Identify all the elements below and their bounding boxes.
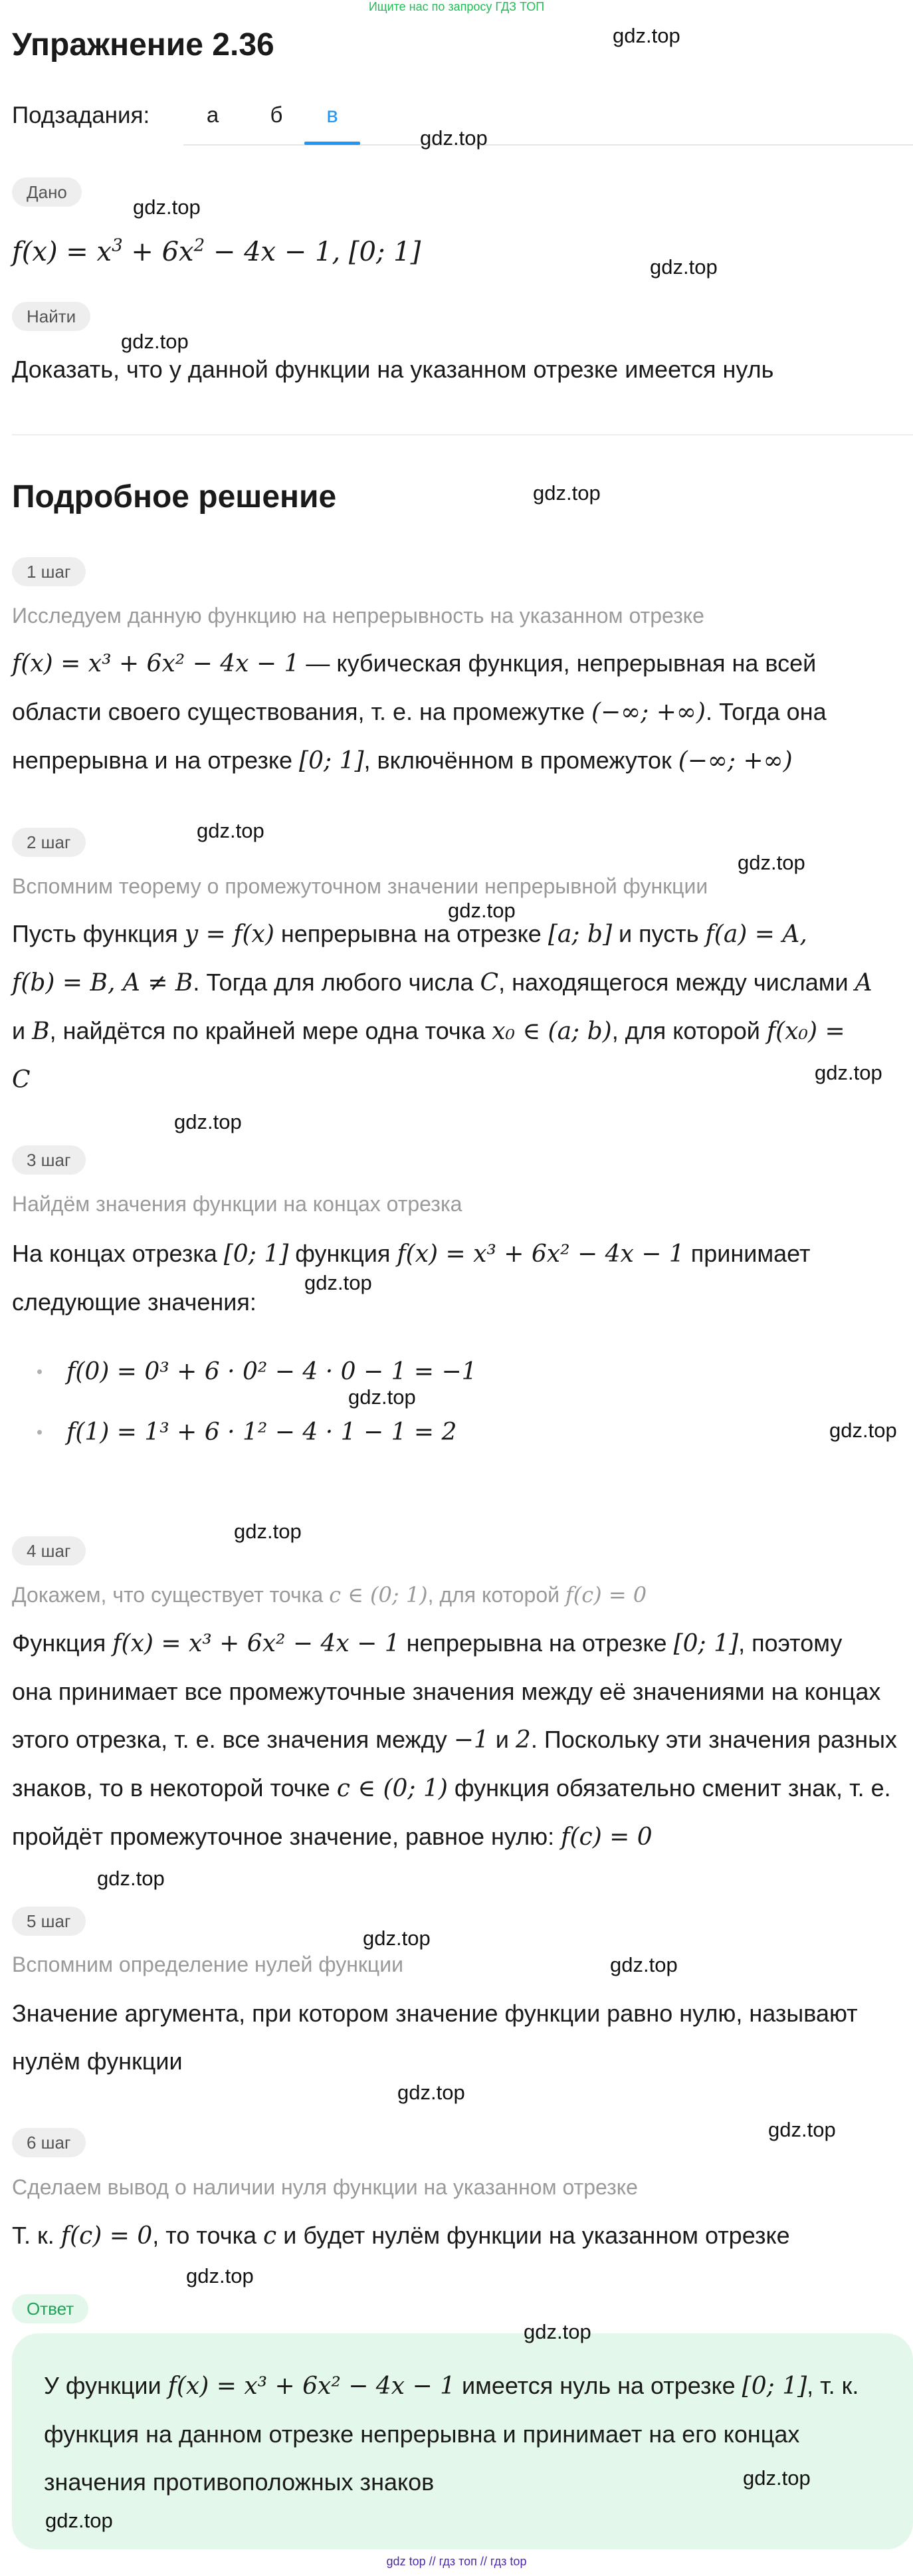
watermark: gdz.top <box>738 851 805 874</box>
list-item: f(1) = 1³ + 6 · 1² − 4 · 1 − 1 = 2 <box>12 1402 902 1463</box>
footer-links[interactable]: gdz top // гдз топ // гдз top <box>386 2555 527 2568</box>
watermark: gdz.top <box>524 2320 591 2343</box>
find-text: Доказать, что у данной функции на указанном отрезке имеется нуль <box>12 356 774 383</box>
tab-a[interactable]: а <box>206 102 219 127</box>
step-2-badge: 2 шаг <box>12 828 86 857</box>
step-3-badge: 3 шаг <box>12 1145 86 1175</box>
step-5-badge: 5 шаг <box>12 1907 86 1936</box>
tab-b[interactable]: б <box>270 102 283 127</box>
watermark: gdz.top <box>174 1110 242 1133</box>
step-1-body: f(x) = x³ + 6x² − 4x − 1 — кубическая функция, непрерывная на всей области своего существования, т. е. на промежутке (−∞; +∞). Тогда она непрерывна и на отрезке [0; 1], включённом в промежуток (−∞; +∞) <box>12 649 827 774</box>
watermark: gdz.top <box>448 899 516 922</box>
solution-title: Подробное решение <box>12 479 337 515</box>
watermark: gdz.top <box>650 255 718 279</box>
watermark: gdz.top <box>397 2081 465 2104</box>
step-2-heading: Вспомним теорему о промежуточном значении непрерывной функции <box>12 874 708 898</box>
step-3-heading: Найдём значения функции на концах отрезка <box>12 1192 462 1216</box>
watermark: gdz.top <box>348 1385 416 1409</box>
step-4-body: Функция f(x) = x³ + 6x² − 4x − 1 непрерывна на отрезке [0; 1], поэтому она принимает все промежуточные значения между её значениями на концах этого отрезка, т. е. все значения между −1 и 2. Поскольку эти значения разных знаков, то в некоторой точке c ∈ (0; 1) функция обязательно сменит знак, т. е. пройдёт промежуточное значение, равное нулю: f(c) = 0 <box>12 1629 897 1851</box>
watermark: gdz.top <box>197 819 264 842</box>
given-badge: Дано <box>12 177 82 207</box>
subtasks-label: Подзадания: <box>12 102 150 128</box>
step-4-heading: Докажем, что существует точка c ∈ (0; 1), для которой f(c) = 0 <box>12 1582 647 1607</box>
step-3-values-list <box>12 1342 902 1463</box>
step-4-badge: 4 шаг <box>12 1536 86 1566</box>
watermark: gdz.top <box>815 1061 882 1084</box>
answer-badge: Ответ <box>12 2294 88 2323</box>
watermark: gdz.top <box>743 2466 811 2490</box>
watermark: gdz.top <box>133 195 201 219</box>
watermark: gdz.top <box>97 1867 165 1890</box>
watermark: gdz.top <box>768 2118 836 2141</box>
step-5-body: Значение аргумента, при котором значение функции равно нулю, называют нулём функции <box>12 2000 858 2075</box>
step-2-body: Пусть функция y = f(x) непрерывна на отрезке [a; b] и пусть f(a) = A, f(b) = B, A ≠ B. Тогда для любого числа C, находящегося между числами A и B, найдётся по крайней мере одна точка x₀ ∈ (a; b), для которой f(x₀) = C <box>12 920 872 1094</box>
watermark: gdz.top <box>234 1520 302 1543</box>
step-6-heading: Сделаем вывод о наличии нуля функции на указанном отрезке <box>12 2175 638 2199</box>
given-formula: $f(x) = x^3 + 6x^2 - 4x - 1$, [0; 1] <box>12 236 421 268</box>
step-1-heading: Исследуем данную функцию на непрерывность на указанном отрезке <box>12 604 704 628</box>
watermark: gdz.top <box>363 1927 431 1950</box>
list-item: f(0) = 0³ + 6 · 0² − 4 · 0 − 1 = −1 <box>12 1342 902 1402</box>
step-5-heading: Вспомним определение нулей функции <box>12 1952 403 1976</box>
find-badge: Найти <box>12 302 90 331</box>
tab-v[interactable]: в <box>326 102 338 127</box>
watermark: gdz.top <box>121 330 189 353</box>
watermark: gdz.top <box>610 1953 678 1976</box>
subtasks-divider <box>183 144 913 146</box>
watermark: gdz.top <box>186 2264 254 2287</box>
active-tab-indicator <box>304 142 360 145</box>
step-3-body: На концах отрезка [0; 1] функция f(x) = x³ + 6x² − 4x − 1 принимает следующие значения: <box>12 1240 811 1316</box>
watermark: gdz.top <box>420 126 488 150</box>
watermark: gdz.top <box>45 2509 113 2532</box>
step-6-body: Т. к. f(c) = 0, то точка c и будет нулём функции на указанном отрезке <box>12 2222 790 2250</box>
answer-box: У функции f(x) = x³ + 6x² − 4x − 1 имеется нуль на отрезке [0; 1], т. к. функция на данном отрезке непрерывна и принимает на его концах значения противоположных знаков <box>12 2333 913 2549</box>
section-divider <box>12 434 913 435</box>
step-6-badge: 6 шаг <box>12 2128 86 2157</box>
watermark: gdz.top <box>829 1419 897 1442</box>
watermark: gdz.top <box>613 24 680 47</box>
top-banner: Ищите нас по запросу ГДЗ ТОП <box>368 0 545 13</box>
page-title: Упражнение 2.36 <box>12 27 274 62</box>
watermark: gdz.top <box>533 481 601 505</box>
watermark: gdz.top <box>304 1271 372 1294</box>
step-1-badge: 1 шаг <box>12 557 86 586</box>
